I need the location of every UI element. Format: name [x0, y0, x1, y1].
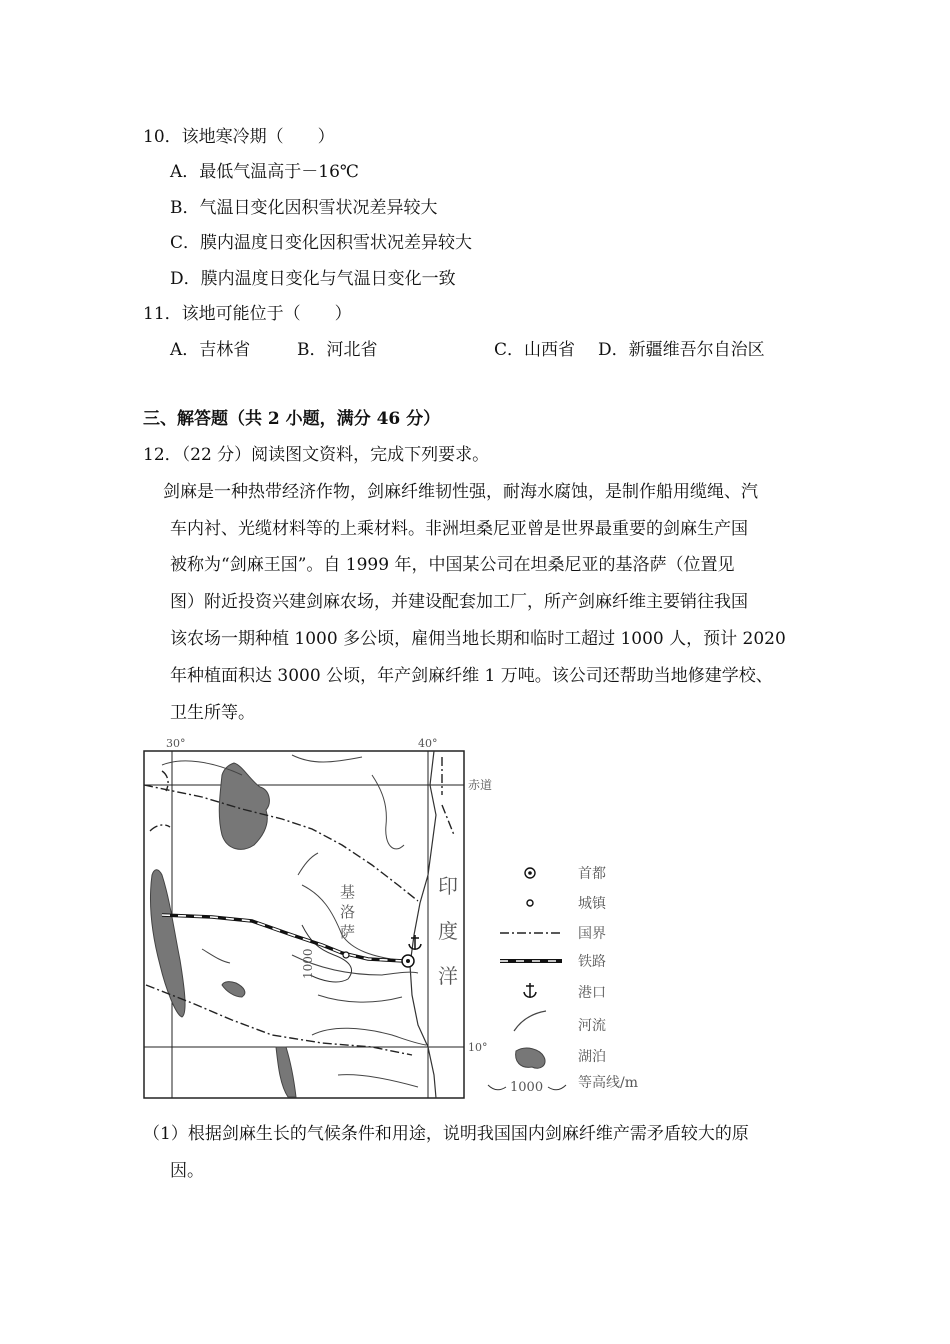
q10-option-b[interactable]: B．气温日变化因积雪状况差异较大	[170, 198, 438, 218]
central-railway-dash	[162, 915, 404, 961]
river	[292, 755, 362, 762]
ocean-label: 度	[438, 919, 458, 943]
q11-option-d[interactable]: D．新疆维吾尔自治区	[598, 340, 765, 360]
legend-label: 湖泊	[578, 1049, 606, 1065]
section-title: 三、解答题（共 2 小题，满分 46 分）	[143, 409, 441, 429]
map-svg	[142, 735, 662, 1100]
coastline	[410, 751, 436, 1098]
tanzania-map-figure	[142, 735, 662, 1100]
legend-label: 港口	[578, 985, 606, 1001]
q12-passage-line: 图）附近投资兴建剑麻农场，并建设配套加工厂，所产剑麻纤维主要销往我国	[170, 592, 748, 612]
central-railway	[162, 915, 404, 961]
q12-passage-line: 年种植面积达 3000 公顷，年产剑麻纤维 1 万吨。该公司还帮助当地修建学校、	[170, 666, 773, 686]
ocean-label: 印	[438, 874, 458, 898]
q10-stem: 10．该地寒冷期（ ）	[143, 127, 335, 147]
border-south	[146, 985, 412, 1055]
kilosa-label: 基	[340, 883, 356, 901]
river	[202, 949, 230, 963]
q11-option-c[interactable]: C．山西省	[494, 340, 576, 360]
legend-label: 铁路	[578, 954, 606, 970]
legend-contour-icon	[488, 1085, 506, 1090]
legend-label: 河流	[578, 1018, 606, 1034]
q12-passage-line: 该农场一期种植 1000 多公顷，雇佣当地长期和临时工超过 1000 人，预计 2020	[170, 629, 786, 649]
legend-contour-value: 1000	[510, 1080, 544, 1095]
river	[312, 1028, 426, 1045]
border-rwanda	[162, 771, 168, 791]
ocean-label: 洋	[438, 964, 458, 988]
contour-label: 1000	[301, 948, 315, 979]
q12-passage-line: 剑麻是一种热带经济作物，剑麻纤维韧性强，耐海水腐蚀，是制作船用缆绳、汽	[163, 482, 758, 502]
border-burundi	[150, 825, 170, 831]
river	[318, 995, 402, 1002]
legend-label: 首都	[578, 866, 606, 882]
q11-stem: 11．该地可能位于（ ）	[143, 304, 352, 324]
lon-label-40: 40°	[418, 737, 438, 750]
q11-option-a[interactable]: A．吉林省	[170, 340, 251, 360]
kilosa-label: 洛	[340, 903, 356, 921]
river	[372, 775, 404, 849]
lat-label-10: 10°	[468, 1041, 488, 1054]
legend-river-icon	[514, 1011, 546, 1031]
q12-passage-line: 卫生所等。	[170, 703, 255, 723]
legend-label: 城镇	[578, 896, 606, 912]
map-legend	[488, 866, 638, 1095]
kilosa-town-marker	[343, 952, 349, 958]
kilosa-label: 萨	[340, 923, 356, 941]
capital-marker-dot	[406, 959, 410, 963]
legend-port-icon	[524, 983, 536, 997]
port-icon	[409, 935, 421, 949]
lake-rukwa	[222, 982, 245, 997]
q12-stem: 12．（22 分）阅读图文资料，完成下列要求。	[143, 445, 490, 465]
lake-malawi	[276, 1047, 296, 1097]
q10-option-d[interactable]: D．膜内温度日变化与气温日变化一致	[170, 269, 456, 289]
legend-town-icon	[527, 900, 533, 906]
lake-tanganyika	[150, 870, 185, 1017]
q12-passage-line: 车内衬、光缆材料等的上乘材料。非洲坦桑尼亚曾是世界最重要的剑麻生产国	[170, 519, 748, 539]
q12-passage-line: 被称为“剑麻王国”。自 1999 年，中国某公司在坦桑尼亚的基洛萨（位置见	[170, 555, 735, 575]
border-north	[144, 785, 418, 901]
river	[298, 853, 318, 875]
legend-lake-icon	[516, 1048, 545, 1068]
equator-label: 赤道	[468, 778, 493, 792]
q10-option-c[interactable]: C．膜内温度日变化因积雪状况差异较大	[170, 233, 473, 253]
lon-label-30: 30°	[166, 737, 186, 750]
river	[338, 1075, 418, 1087]
q11-option-b[interactable]: B．河北省	[297, 340, 378, 360]
q12-sub1-line: 因。	[170, 1161, 204, 1181]
lake-victoria	[219, 763, 269, 849]
legend-label: 等高线/m	[578, 1075, 638, 1091]
legend-label: 国界	[578, 926, 606, 942]
q12-sub1-line: （1）根据剑麻生长的气候条件和用途，说明我国国内剑麻纤维产需矛盾较大的原	[143, 1124, 749, 1144]
border-kenya-coast	[442, 757, 454, 835]
q10-option-a[interactable]: A．最低气温高于－16℃	[170, 162, 359, 182]
